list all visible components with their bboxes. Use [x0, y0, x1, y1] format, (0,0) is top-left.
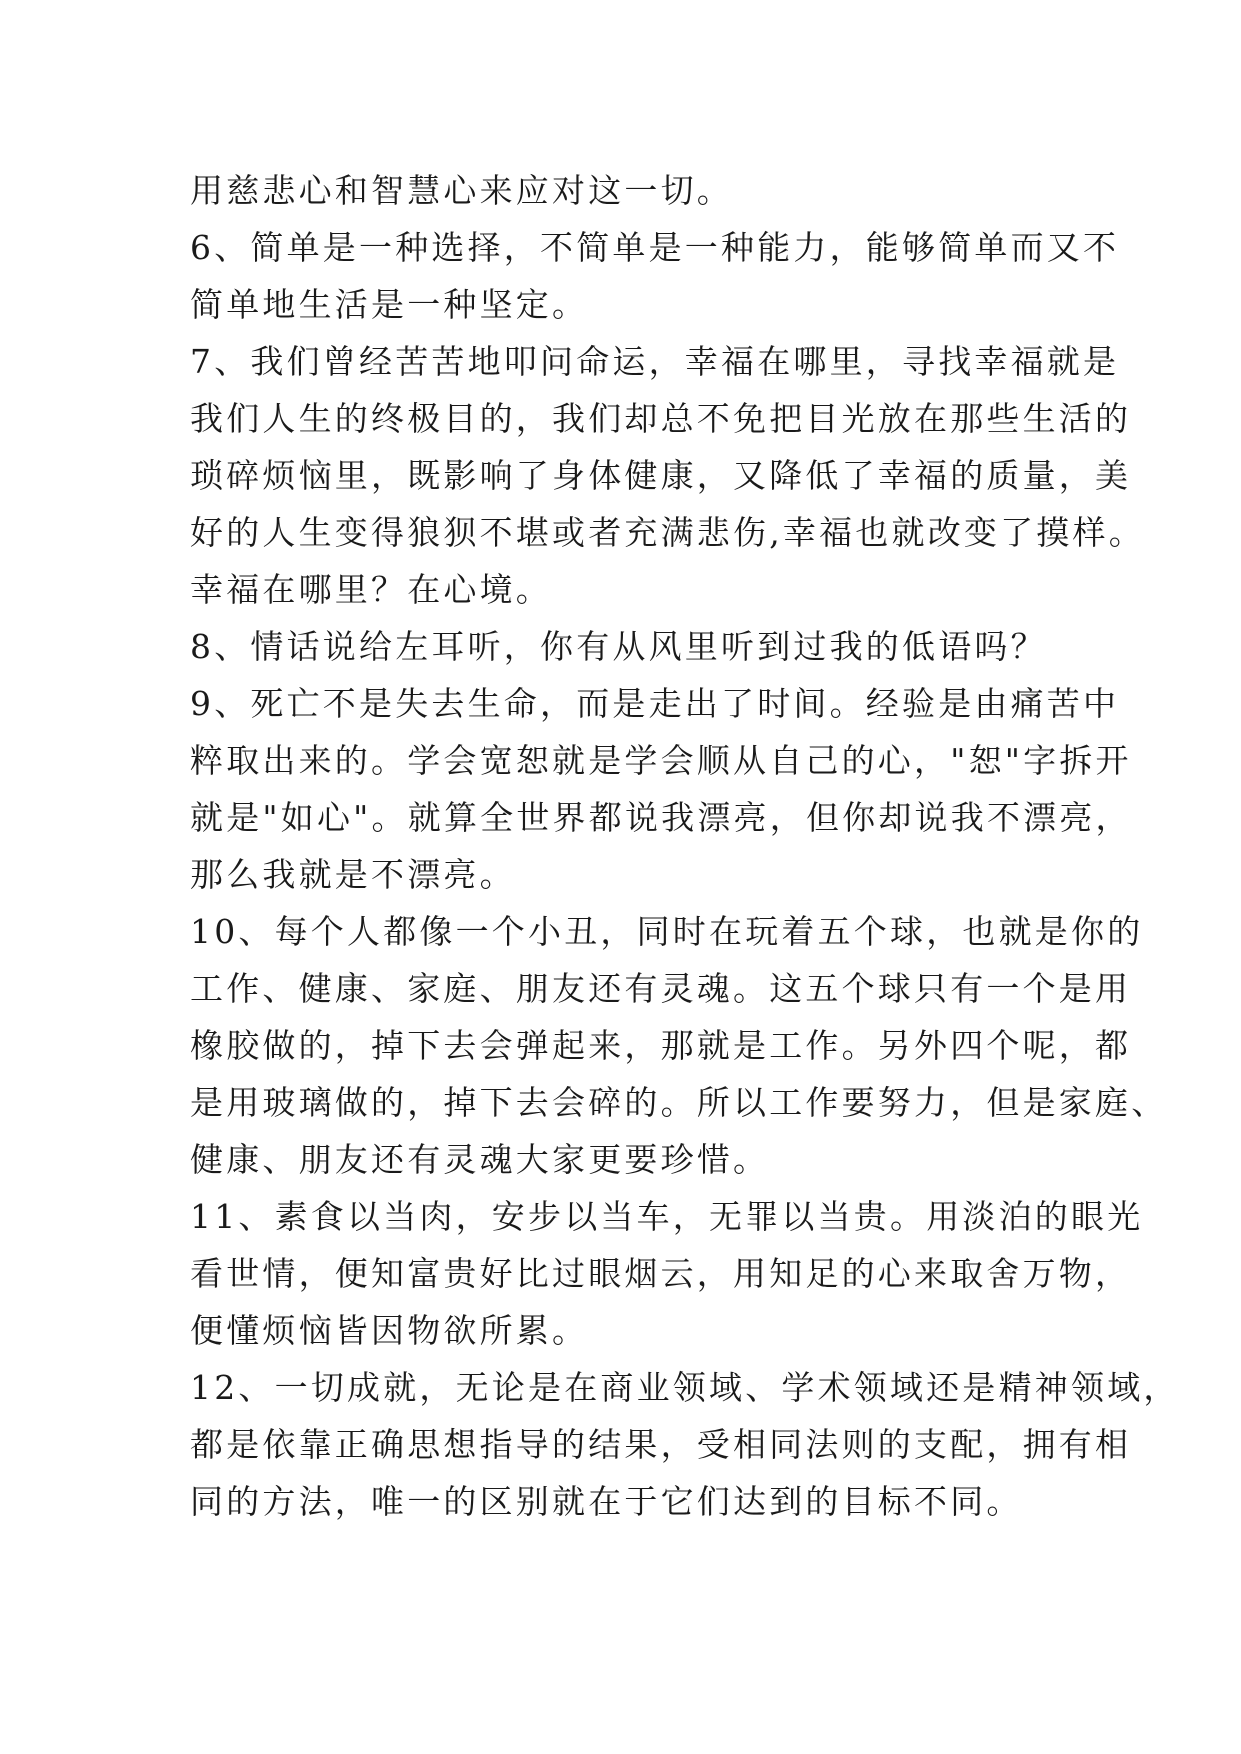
- text-line: 就是"如心"。就算全世界都说我漂亮，但你却说我不漂亮，: [190, 798, 1132, 837]
- text-line: 都是依靠正确思想指导的结果，受相同法则的支配，拥有相: [190, 1425, 1132, 1464]
- text-line: 我们人生的终极目的，我们却总不免把目光放在那些生活的: [190, 399, 1132, 438]
- text-line: 10、每个人都像一个小丑，同时在玩着五个球，也就是你的: [190, 912, 1144, 951]
- text-line: 11、素食以当肉，安步以当车，无罪以当贵。用淡泊的眼光: [190, 1197, 1144, 1236]
- text-line: 9、死亡不是失去生命，而是走出了时间。经验是由痛苦中: [190, 684, 1120, 723]
- text-line: 好的人生变得狼狈不堪或者充满悲伤,幸福也就改变了摸样。: [190, 513, 1145, 552]
- text-line: 是用玻璃做的，掉下去会碎的。所以工作要努力，但是家庭、: [190, 1083, 1168, 1122]
- text-line: 粹取出来的。学会宽恕就是学会顺从自己的心，"恕"字拆开: [190, 741, 1132, 780]
- text-line: 看世情，便知富贵好比过眼烟云，用知足的心来取舍万物，: [190, 1254, 1132, 1293]
- text-line: 琐碎烦恼里，既影响了身体健康，又降低了幸福的质量，美: [190, 456, 1132, 495]
- text-line: 7、我们曾经苦苦地叩问命运，幸福在哪里，寻找幸福就是: [190, 342, 1120, 381]
- text-line: 橡胶做的，掉下去会弹起来，那就是工作。另外四个呢，都: [190, 1026, 1132, 1065]
- text-line: 同的方法，唯一的区别就在于它们达到的目标不同。: [190, 1482, 1023, 1521]
- text-line: 8、情话说给左耳听，你有从风里听到过我的低语吗？: [190, 627, 1047, 666]
- text-line: 幸福在哪里？在心境。: [190, 570, 552, 609]
- text-line: 简单地生活是一种坚定。: [190, 285, 589, 324]
- text-line: 工作、健康、家庭、朋友还有灵魂。这五个球只有一个是用: [190, 969, 1132, 1008]
- text-line: 用慈悲心和智慧心来应对这一切。: [190, 171, 733, 210]
- text-line: 12、一切成就，无论是在商业领域、学术领域还是精神领域，: [190, 1368, 1180, 1407]
- text-line: 6、简单是一种选择，不简单是一种能力，能够简单而又不: [190, 228, 1120, 267]
- body-text: [190, 162, 1180, 1530]
- text-line: 健康、朋友还有灵魂大家更要珍惜。: [190, 1140, 770, 1179]
- text-line: 那么我就是不漂亮。: [190, 855, 516, 894]
- text-line: 便懂烦恼皆因物欲所累。: [190, 1311, 589, 1350]
